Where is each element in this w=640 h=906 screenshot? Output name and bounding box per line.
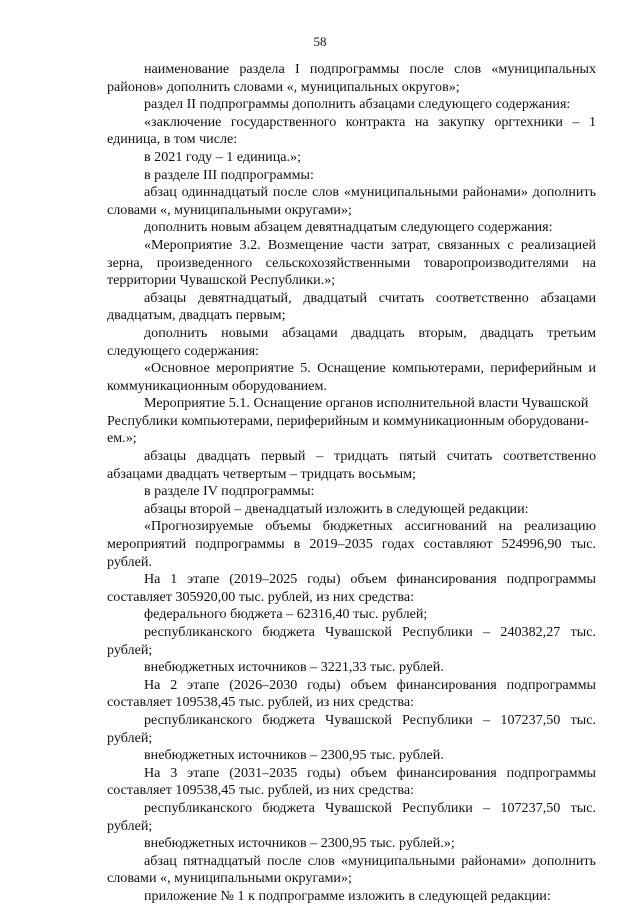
paragraph: республиканского бюджета Чувашской Республики – 107237,50 тыс. рублей; [107, 711, 596, 746]
document-body [107, 61, 596, 906]
paragraph: дополнить новыми абзацами двадцать вторым, двадцать третьим следующего содержания: [107, 324, 596, 359]
paragraph: внебюджетных источников – 2300,95 тыс. рублей. [144, 747, 444, 764]
paragraph: абзацы двадцать первый – тридцать пятый считать соответственно абзацами двадцать четвертым – тридцать восьмым; [107, 448, 596, 482]
paragraph: раздел II подпрограммы дополнить абзацами следующего содержания: [144, 96, 571, 113]
paragraph: На 3 этапе (2031–2035 годы) объем финансирования подпрограммы составляет 109538,45 тыс. рублей, из них средства: [107, 764, 596, 799]
paragraph: в 2021 году – 1 единица.»; [144, 148, 301, 165]
paragraph: республиканского бюджета Чувашской Республики – 107237,50 тыс. рублей; [107, 799, 596, 834]
page-number: 58 [313, 34, 327, 49]
paragraph: наименование раздела I подпрограммы после слов «муниципальных районов» дополнить словами «, муниципальных округов»; [107, 61, 596, 95]
paragraph: абзацы девятнадцатый, двадцатый считать соответственно абзацами двадцатым, двадцать первым; [107, 289, 596, 324]
paragraph: «заключение государственного контракта на закупку оргтехники – 1 единица, в том числе: [107, 113, 596, 148]
paragraph: абзацы второй – двенадцатый изложить в следующей редакции: [144, 500, 529, 517]
paragraph: федерального бюджета – 62316,40 тыс. рублей; [144, 606, 428, 623]
paragraph: «Основное мероприятие 5. Оснащение компьютерами, периферийным и коммуникационным оборудованием. [107, 360, 596, 394]
paragraph: внебюджетных источников – 2300,95 тыс. рублей.»; [144, 835, 455, 852]
paragraph: абзац пятнадцатый после слов «муниципальными районами» дополнить словами «, муниципальными округами»; [107, 852, 596, 887]
paragraph: абзац одиннадцатый после слов «муниципальными районами» дополнить словами «, муниципальными округами»; [107, 184, 596, 218]
paragraph: «Мероприятие 3.2. Возмещение части затрат, связанных с реализацией зерна, произведенного сельскохозяйственными товаропроизводителями на территории Чувашской Республики.»; [107, 236, 596, 289]
paragraph: Мероприятие 5.1. Оснащение органов исполнительной власти Чувашской Республики компьютерами, периферийным и коммуникационным оборудовани- ем.»; [107, 395, 589, 447]
paragraph: в разделе IV подпрограммы: [144, 483, 315, 500]
paragraph: На 2 этапе (2026–2030 годы) объем финансирования подпрограммы составляет 109538,45 тыс. рублей, из них средства: [107, 676, 596, 711]
paragraph: «Прогнозируемые объемы бюджетных ассигнований на реализацию мероприятий подпрограммы в 2019–2035 годах составляют 524996,90 тыс. рублей. [107, 518, 596, 570]
paragraph: в разделе III подпрограммы: [144, 166, 314, 183]
paragraph: дополнить новым абзацем девятнадцатым следующего содержания: [144, 219, 553, 236]
paragraph: приложение № 1 к подпрограмме изложить в следующей редакции: [144, 887, 551, 904]
paragraph: внебюджетных источников – 3221,33 тыс. рублей. [144, 659, 444, 676]
paragraph: На 1 этапе (2019–2025 годы) объем финансирования подпрограммы составляет 305920,00 тыс. рублей, из них средства: [107, 571, 596, 605]
paragraph: республиканского бюджета Чувашской Республики – 240382,27 тыс. рублей; [107, 624, 596, 658]
